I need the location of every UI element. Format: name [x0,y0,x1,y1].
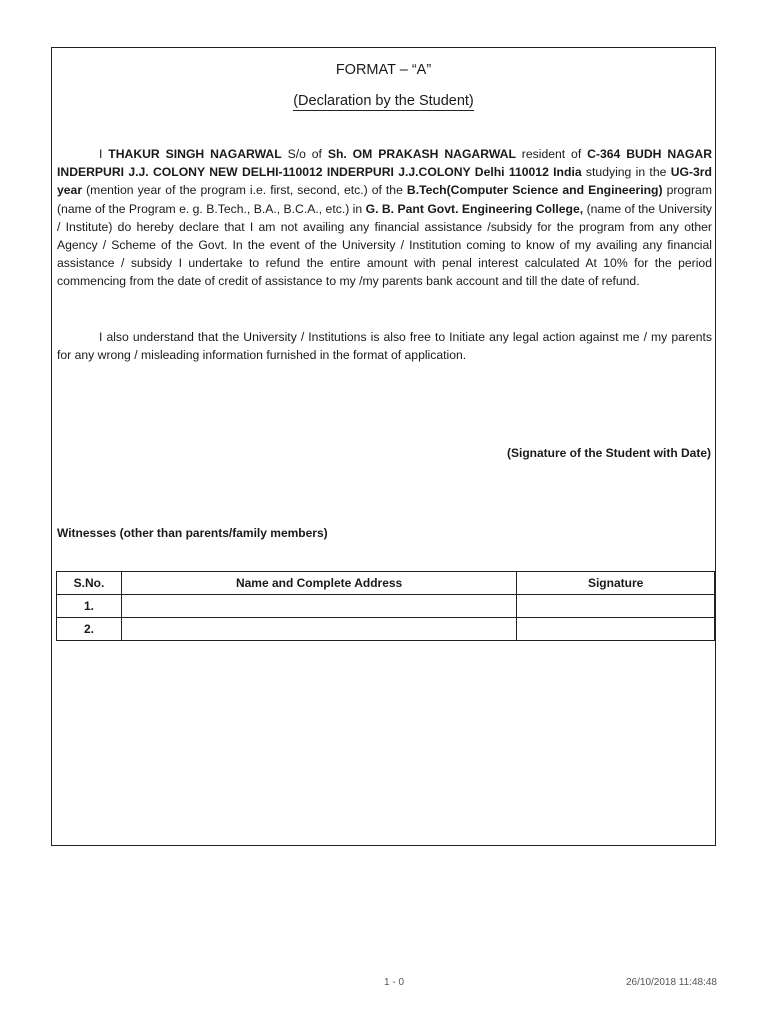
witness-sno: 1. [57,595,122,618]
form-title: FORMAT – “A” [335,62,432,78]
text-segment: I [99,147,109,161]
witness-sno: 2. [57,618,122,641]
table-header-row [57,572,715,595]
witness-name-field[interactable] [121,595,516,618]
student-name: THAKUR SINGH NAGARWAL [108,147,282,161]
print-timestamp: 26/10/2018 11:48:48 [625,977,717,988]
table-row [57,618,715,641]
student-signature-label: (Signature of the Student with Date) [507,446,711,460]
declaration-paragraph-2 [57,328,712,364]
witnesses-table [56,571,715,641]
text-segment: resident of [515,147,588,161]
witness-name-field[interactable] [121,618,516,641]
program-name: B.Tech(Computer Science and Engineering) [406,183,663,198]
column-header-signature: Signature [517,572,715,595]
form-subtitle [52,93,715,109]
witness-signature-field[interactable] [517,618,715,641]
column-header-sno: S.No. [57,572,122,595]
text-segment: (mention year of the program i.e. first, second, etc.) of the [82,183,407,198]
year-of-study: UG-3rd year [57,165,712,198]
table-row [57,595,715,618]
witnesses-heading: Witnesses (other than parents/family members) [57,526,328,540]
text-segment: S/o of [281,147,328,161]
declaration-form [51,47,716,846]
address: C-364 BUDH NAGAR INDERPURI J.J. COLONY NEW DELHI-110012 INDERPURI J.J.COLONY Delhi 110012 India [57,147,712,180]
text-segment: studying in the [581,165,671,180]
text-segment: I also understand that the University / Institutions is also free to Initiate any legal action against me / my parents for any wrong / misleading information furnished in the format of application. [57,330,712,363]
parent-name: Sh. OM PRAKASH NAGARWAL [327,147,516,161]
column-header-name-address: Name and Complete Address [121,572,516,595]
page-number: 1 - 0 [384,977,405,988]
text-segment: program (name of the Program e. g. B.Tech., B.A., B.C.A., etc.) in [57,183,712,216]
declaration-paragraph-1 [57,145,712,291]
witness-signature-field[interactable] [517,595,715,618]
form-subtitle-text: (Declaration by the Student) [293,93,474,109]
college-name: G. B. Pant Govt. Engineering College, [365,201,584,216]
text-segment: (name of the University / Institute) do hereby declare that I am not availing any financial assistance /subsidy for the program from any other Agency / Scheme of the Govt. In the event of the University / Institution coming to know of my availing any financial assistance / subsidy I undertake to refund the entire amount with penal interest calculated At 10% for the period commencing from the date of credit of assistance to my /my parents bank account and till the date of refund. [57,201,712,289]
